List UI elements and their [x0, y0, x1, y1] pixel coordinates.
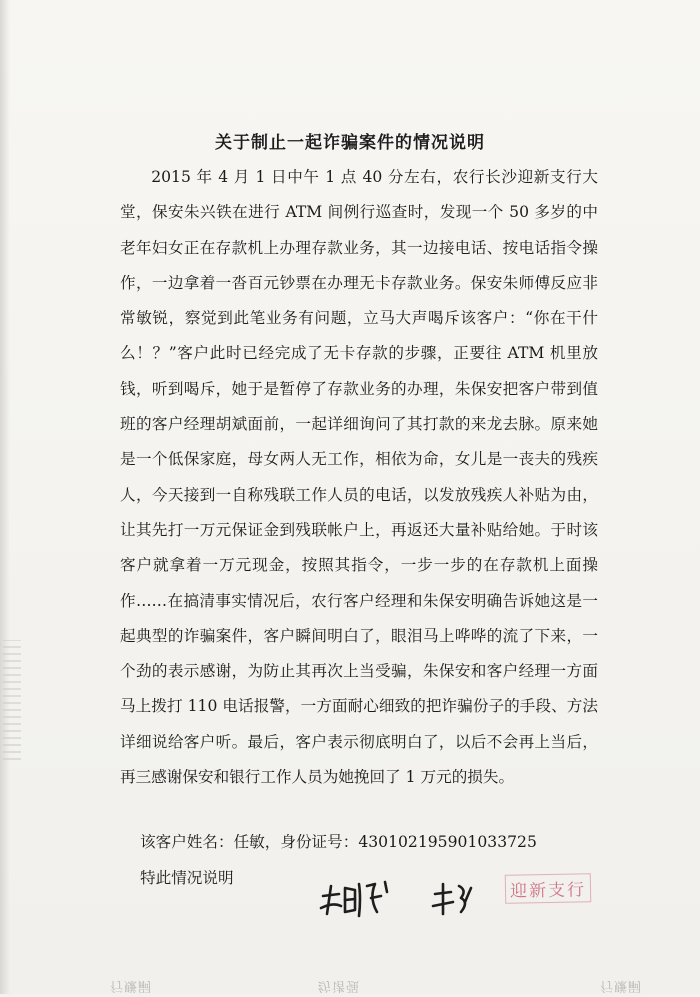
scan-edge-marks: [3, 640, 21, 760]
customer-info-line: 该客户姓名：任敏，身份证号：430102195901033725: [140, 833, 537, 851]
red-stamp: 迎新支行: [505, 873, 591, 903]
body-paragraph: 2015 年 4 月 1 日中午 1 点 40 分左右，农行长沙迎新支行大堂，保安朱兴铁在进行 ATM 间例行巡查时，发现一个 50 多岁的中老年妇女正在存款机上办理存款业务，其一边接电话、按电话指令操作，一边拿着一沓百元钞票在办理无卡存款业务。保安朱师傅反应非常敏锐，察觉到此笔业务有问题，立马大声喝斥该客户：“你在干什么！？”客户此时已经完成了无卡存款的步骤，正要往 ATM 机里放钱，听到喝斥，她于是暂停了存款业务的办理，朱保安把客户带到值班的客户经理胡斌面前，一起详细询问了其打款的来龙去脉。原来她是一个低保家庭，母女两人无工作，相依为命，女儿是一丧夫的残疾人，今天接到一自称残联工作人员的电话，以发放残疾人补贴为由，让其先打一万元保证金到残联帐户上，再返还大量补贴给她。于时该客户就拿着一万元现金，按照其指令，一步一步的在存款机上面操作……在搞清事实情况后，农行客户经理和朱保安明确告诉她这是一起典型的诈骗案件，客户瞬间明白了，眼泪马上哗哗的流了下来，一个劲的表示感谢，为防止其再次上当受骗，朱保安和客户经理一方面马上拨打 110 电话报警，一方面耐心细致的把诈骗份子的手段、方法详细说给客户听。最后，客户表示彻底明白了，以后不会再上当后，再三感谢保安和银行工作人员为她挽回了 1 万元的损失。: [120, 168, 598, 787]
bleed-through-text: 纺诸强: [318, 978, 361, 993]
closing-line: 特此情况说明: [140, 869, 234, 887]
document-title: 关于制止一起诈骗案件的情况说明: [215, 133, 485, 153]
document-body: [120, 160, 598, 795]
bleed-through-text: 行赚嗣: [110, 978, 153, 993]
bleed-through-text: 行赚嗣: [600, 978, 643, 993]
